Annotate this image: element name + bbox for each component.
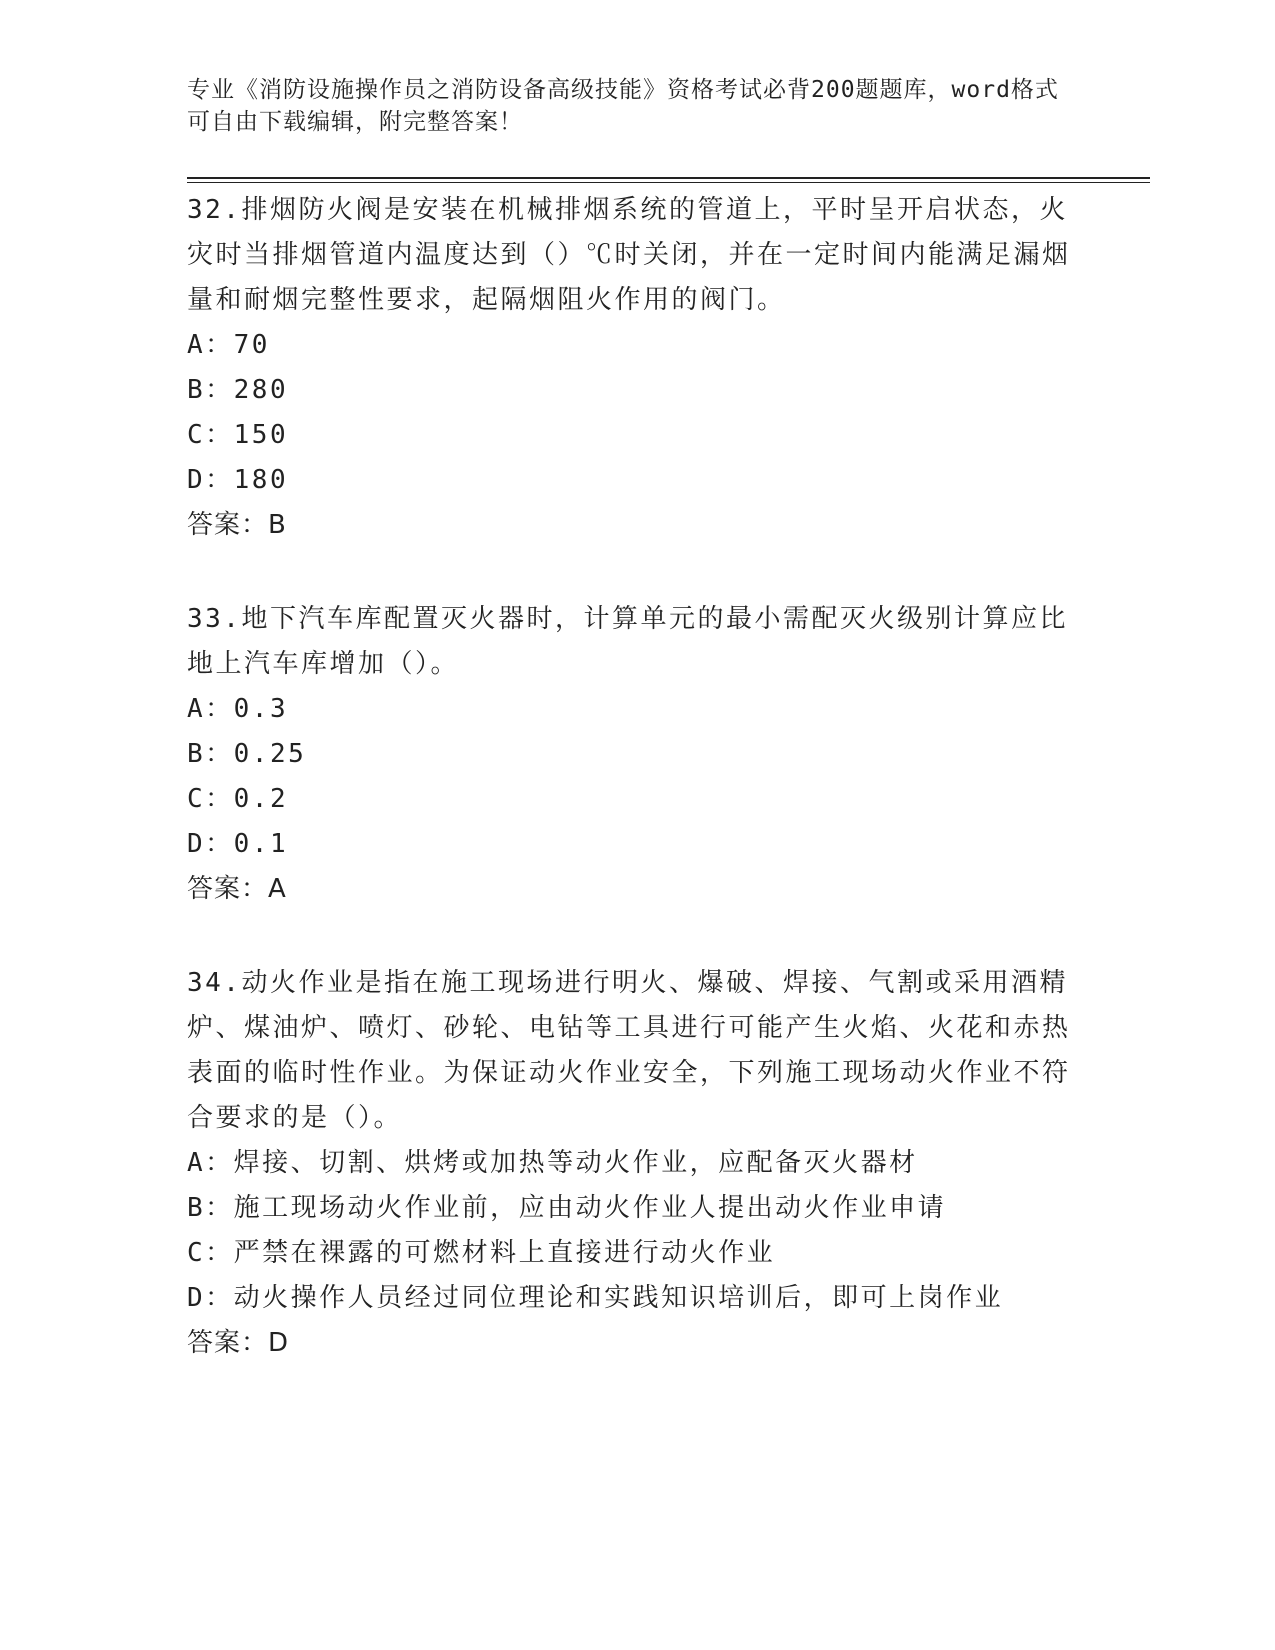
- question-34: [187, 961, 1087, 1366]
- option-a: A：焊接、切割、烘烤或加热等动火作业，应配备灭火器材: [187, 1148, 918, 1178]
- option-c: C：严禁在裸露的可燃材料上直接进行动火作业: [187, 1238, 776, 1268]
- option-list: [187, 323, 1087, 503]
- option-c: C：150: [187, 420, 289, 450]
- answer-text: 答案：B: [187, 510, 287, 540]
- header-divider: [187, 177, 1150, 183]
- option-b: B：施工现场动火作业前，应由动火作业人提出动火作业申请: [187, 1193, 947, 1223]
- answer-text: 答案：A: [187, 874, 287, 904]
- question-stem: 33.地下汽车库配置灭火器时，计算单元的最小需配灭火级别计算应比地上汽车库增加（）。: [187, 604, 1068, 679]
- document-intro: 专业《消防设施操作员之消防设备高级技能》资格考试必背200题题库，word格式可自由下载编辑，附完整答案！: [187, 77, 1059, 135]
- option-d: D：0.1: [187, 829, 289, 859]
- answer-text: 答案：D: [187, 1328, 290, 1358]
- option-a: A：70: [187, 330, 270, 360]
- option-a: A：0.3: [187, 694, 289, 724]
- option-list: [187, 1141, 1087, 1321]
- question-stem: 34.动火作业是指在施工现场进行明火、爆破、焊接、气割或采用酒精炉、煤油炉、喷灯、砂轮、电钻等工具进行可能产生火焰、火花和赤热表面的临时性作业。为保证动火作业安全，下列施工现场动火作业不符合要求的是（）。: [187, 968, 1071, 1133]
- question-33: [187, 597, 1087, 912]
- question-stem: 32.排烟防火阀是安装在机械排烟系统的管道上，平时呈开启状态，火灾时当排烟管道内温度达到（）℃时关闭，并在一定时间内能满足漏烟量和耐烟完整性要求，起隔烟阻火作用的阀门。: [187, 195, 1071, 315]
- option-list: [187, 687, 1087, 867]
- question-32: [187, 188, 1087, 548]
- option-b: B：0.25: [187, 739, 307, 769]
- option-b: B：280: [187, 375, 289, 405]
- option-d: D：动火操作人员经过同位理论和实践知识培训后，即可上岗作业: [187, 1283, 1004, 1313]
- option-d: D：180: [187, 465, 289, 495]
- option-c: C：0.2: [187, 784, 289, 814]
